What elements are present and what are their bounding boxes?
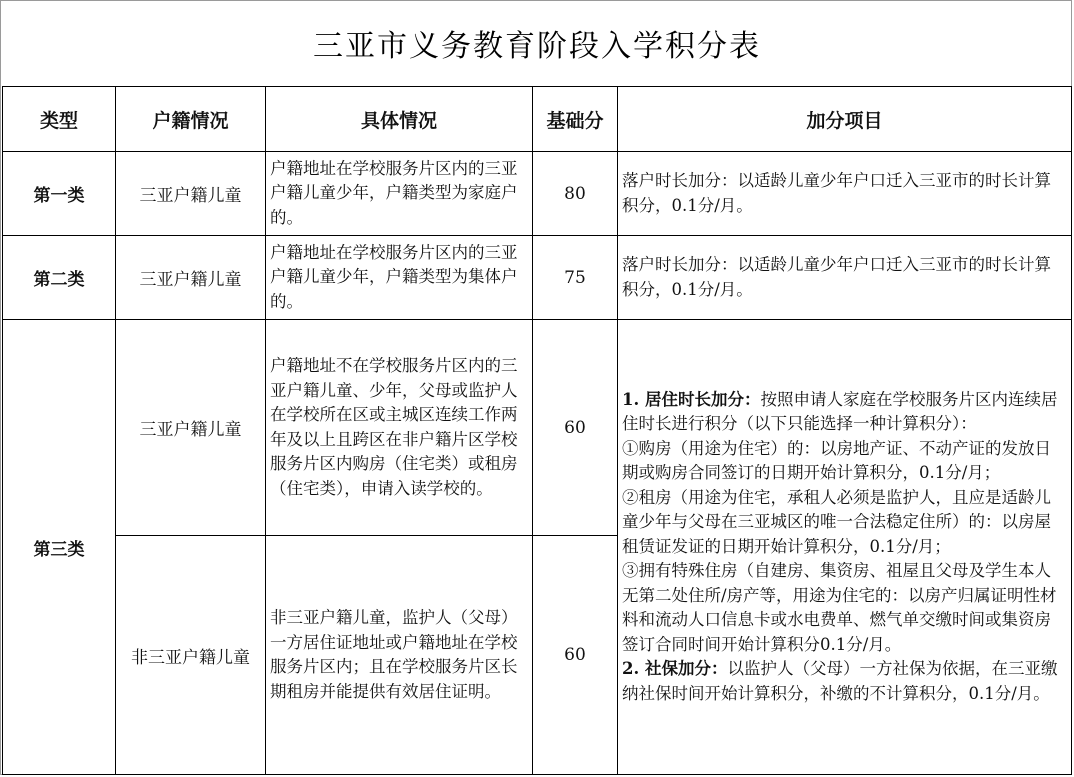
row-type: 第三类 [3, 320, 116, 775]
header-detail: 具体情况 [266, 87, 533, 152]
row-detail: 户籍地址在学校服务片区内的三亚户籍儿童少年，户籍类型为集体户的。 [266, 236, 533, 320]
table-row [3, 236, 1072, 320]
score-table [2, 86, 1072, 775]
bonus-item-2 [622, 657, 1067, 706]
page-title: 三亚市义务教育阶段入学积分表 [313, 29, 761, 64]
row-type: 第二类 [3, 236, 116, 320]
bonus-item-2-title: 2. 社保加分： [622, 659, 728, 679]
bonus-sub-3: ③拥有特殊住房（自建房、集资房、祖屋且父母及学生本人无第二处住所/房产等，用途为住宅的：以房产归属证明性材料和流动人口信息卡或水电费单、燃气单交缴时间或集资房签订合同时间开始计算积分0.1分/月。 [622, 561, 1057, 654]
row-hukou: 三亚户籍儿童 [116, 236, 266, 320]
row-hukou: 非三亚户籍儿童 [116, 536, 266, 775]
header-bonus: 加分项目 [618, 87, 1072, 152]
table-row [3, 152, 1072, 236]
row-hukou: 三亚户籍儿童 [116, 320, 266, 536]
bonus-sub-2: ②租房（用途为住宅，承租人必须是监护人，且应是适龄儿童少年与父母在三亚城区的唯一合法稳定住所）的：以房屋租赁证发证的日期开始计算积分，0.1分/月； [622, 487, 1051, 556]
row-type: 第一类 [3, 152, 116, 236]
table-row [3, 320, 1072, 536]
row-hukou: 三亚户籍儿童 [116, 152, 266, 236]
header-type: 类型 [3, 87, 116, 152]
row-detail: 户籍地址不在学校服务片区内的三亚户籍儿童、少年，父母或监护人在学校所在区或主城区连续工作两年及以上且跨区在非户籍片区学校服务片区内购房（住宅类）或租房（住宅类），申请入读学校的。 [266, 320, 533, 536]
row-bonus-third [618, 320, 1072, 775]
row-base: 60 [533, 536, 618, 775]
row-base: 60 [533, 320, 618, 536]
bonus-item-2-text: 以监护人（父母）一方社保为依据，在三亚缴纳社保时间开始计算积分，补缴的不计算积分，0.1分/月。 [622, 659, 1058, 703]
bonus-item-1 [622, 388, 1067, 437]
row-base: 75 [533, 236, 618, 320]
row-detail: 户籍地址在学校服务片区内的三亚户籍儿童少年，户籍类型为家庭户的。 [266, 152, 533, 236]
header-hukou: 户籍情况 [116, 87, 266, 152]
row-bonus: 落户时长加分：以适龄儿童少年户口迁入三亚市的时长计算积分，0.1分/月。 [618, 152, 1072, 236]
bonus-item-1-title: 1. 居住时长加分： [622, 389, 761, 409]
row-base: 80 [533, 152, 618, 236]
bonus-sub-1: ①购房（用途为住宅）的：以房地产证、不动产证的发放日期或购房合同签订的日期开始计算积分，0.1分/月； [622, 438, 1051, 483]
table-header-row [3, 87, 1072, 152]
row-detail: 非三亚户籍儿童，监护人（父母）一方居住证地址或户籍地址在学校服务片区内；且在学校服务片区长期租房并能提供有效居住证明。 [266, 536, 533, 775]
header-base: 基础分 [533, 87, 618, 152]
row-bonus: 落户时长加分：以适龄儿童少年户口迁入三亚市的时长计算积分，0.1分/月。 [618, 236, 1072, 320]
bonus-item-1-text: 按照申请人家庭在学校服务片区内连续居住时长进行积分（以下只能选择一种计算积分）： [622, 389, 1058, 434]
